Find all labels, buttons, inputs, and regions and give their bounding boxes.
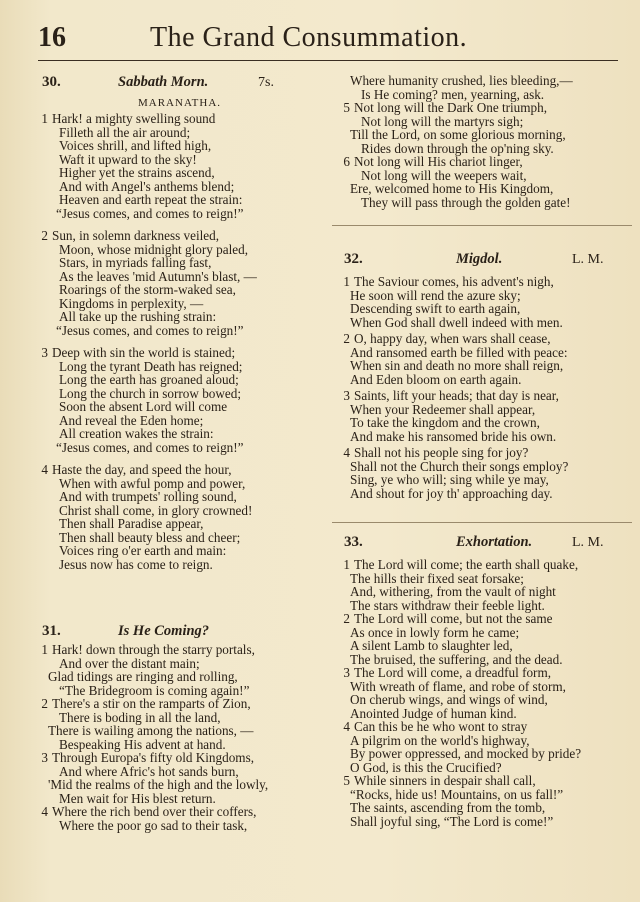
- verse-line: All creation wakes the strain:: [59, 426, 214, 441]
- hymn-32: [332, 251, 632, 500]
- hymn-title: Migdol.: [456, 251, 503, 267]
- verse-number: 1: [41, 642, 48, 657]
- verse-number: 3: [343, 665, 350, 680]
- verse-line: To take the kingdom and the crown,: [350, 415, 540, 430]
- hymn-number: 33.: [344, 534, 363, 550]
- running-title: The Grand Consummation.: [150, 22, 468, 53]
- verse-line: Descending swift to earth again,: [350, 301, 521, 316]
- verse-line: Where the rich bend over their coffers,: [52, 804, 257, 819]
- verse-line: “Rocks, hide us! Mountains, on us fall!”: [350, 786, 564, 802]
- right-column: [332, 70, 632, 828]
- verse-line: Not long will the martyrs sigh;: [361, 113, 524, 129]
- verse-line: When God shall dwell indeed with men.: [350, 314, 563, 330]
- verse-line: There's a stir on the ramparts of Zion,: [52, 696, 251, 711]
- verse-line: O God, is this the Crucified?: [350, 759, 502, 775]
- verse-line: There is wailing among the nations, —: [48, 723, 254, 738]
- verse-line: On cherub wings, and wings of wind,: [350, 692, 548, 707]
- verse-line: Roarings of the storm-waked sea,: [59, 282, 236, 297]
- left-column: [30, 70, 330, 832]
- verse: [332, 666, 632, 720]
- hymn-30: [30, 74, 330, 571]
- verse-line: And shout for joy th' approaching day.: [350, 485, 553, 501]
- verse-line: The saints, ascending from the tomb,: [350, 800, 546, 815]
- verse-number: 2: [343, 611, 350, 626]
- verse-line: “Jesus comes, and comes to reign!”: [56, 322, 244, 338]
- verse-line: A silent Lamb to slaughter led,: [350, 638, 513, 653]
- verse-number: 2: [41, 696, 48, 711]
- verse: [30, 463, 330, 571]
- verse-line: Ere, welcomed home to His Kingdom,: [350, 181, 554, 196]
- verse-line: Bespeaking His advent at hand.: [59, 736, 226, 752]
- verse-line: He soon will rend the azure sky;: [350, 287, 521, 303]
- hymn-33: [332, 534, 632, 828]
- verse-line: Shall joyful sing, “The Lord is come!”: [350, 813, 554, 829]
- hymn-31-continued: [332, 74, 632, 209]
- verse-number: 3: [343, 388, 350, 403]
- verse-line: Shall not the Church their songs employ?: [350, 458, 569, 474]
- verse-line: As once in lowly form he came;: [350, 624, 520, 640]
- verse-line: Kingdoms in perplexity, —: [59, 295, 204, 311]
- verse-line: The Saviour comes, his advent's nigh,: [354, 274, 554, 289]
- verse-line: Can this be he who wont to stray: [354, 719, 528, 734]
- verse-line: Waft it upward to the sky!: [59, 151, 197, 167]
- verse-line: Not long will the Dark One triumph,: [354, 100, 548, 115]
- verse-line: Christ shall come, in glory crowned!: [59, 502, 253, 518]
- verse-number: 4: [41, 804, 48, 819]
- hymn-title: Sabbath Morn.: [118, 74, 209, 90]
- verse-line: Where the poor go sad to their task,: [59, 817, 248, 833]
- verse: [30, 805, 330, 832]
- verse-number: 3: [41, 750, 48, 765]
- verse-line: Filleth all the air around;: [59, 124, 191, 140]
- verse-number: 6: [343, 154, 350, 169]
- verse-line: Is He coming? men, yearning, ask.: [361, 86, 545, 102]
- verse-line: Higher yet the strains ascend,: [59, 165, 215, 180]
- verse-line: And with trumpets' rolling sound,: [59, 489, 237, 504]
- verse-line: While sinners in despair shall call,: [354, 773, 536, 788]
- verse-line: Stars, in myriads falling fast,: [59, 255, 212, 270]
- verse-line: Sing, ye who will; sing while ye may,: [350, 472, 549, 487]
- verse-line: A pilgrim on the world's highway,: [350, 732, 530, 748]
- verse-line: The Lord will come; the earth shall quake,: [354, 557, 579, 572]
- verse-line: As the leaves 'mid Autumn's blast, —: [59, 268, 257, 284]
- verse-number: 4: [41, 462, 48, 477]
- verse-line: Soon the absent Lord will come: [59, 399, 228, 414]
- page-header: [38, 22, 628, 56]
- verse-line: They will pass through the golden gate!: [361, 194, 571, 210]
- verse-line: Then shall Paradise appear,: [59, 516, 204, 531]
- verse-line: By power oppressed, and mocked by pride?: [350, 746, 582, 761]
- hymn-heading: [30, 74, 330, 94]
- verse-line: 'Mid the realms of the high and the lowly,: [48, 777, 269, 792]
- verse-line: Voices ring o'er earth and main:: [59, 543, 227, 558]
- verse-line: Haste the day, and speed the hour,: [52, 462, 232, 477]
- verse-line: Rides down through the op'ning sky.: [361, 140, 554, 156]
- verse-number: 1: [343, 557, 350, 572]
- verse-line: Moon, whose midnight glory paled,: [59, 241, 249, 257]
- verse: [332, 720, 632, 774]
- verse-line: When with awful pomp and power,: [59, 475, 246, 491]
- verse: [30, 697, 330, 751]
- verse-line: And reveal the Eden home;: [59, 412, 204, 428]
- verse: [332, 774, 632, 828]
- verse-line: And over the distant main;: [59, 655, 200, 671]
- verse-line: Sun, in solemn darkness veiled,: [52, 228, 220, 243]
- verse-line: Jesus now has come to reign.: [59, 556, 213, 572]
- verse-number: 3: [41, 345, 48, 360]
- verse-line: Where humanity crushed, lies bleeding,—: [350, 73, 573, 88]
- verse-number: 1: [343, 274, 350, 289]
- verse-line: “The Bridegroom is coming again!”: [59, 682, 250, 698]
- verse-line: And, withering, from the vault of night: [350, 584, 556, 599]
- verse-line: Saints, lift your heads; that day is near,: [354, 388, 559, 403]
- verse: [332, 558, 632, 612]
- verse-line: The stars withdraw their feeble light.: [350, 597, 545, 613]
- verse: [332, 612, 632, 666]
- hymn-31: [30, 623, 330, 832]
- verse-line: “Jesus comes, and comes to reign!”: [56, 439, 244, 455]
- hymn-number: 32.: [344, 251, 363, 267]
- verse: [30, 346, 330, 454]
- verse: [332, 389, 632, 443]
- verse-line: And make his ransomed bride his own.: [350, 428, 557, 444]
- verse-number: 5: [343, 100, 350, 115]
- hymn-title: Exhortation.: [456, 534, 533, 550]
- hymn-heading: [332, 534, 632, 554]
- verse-line: There is boding in all the land,: [59, 709, 221, 725]
- verse-line: Men wait for His blest return.: [59, 790, 216, 806]
- verse-line: Deep with sin the world is stained;: [52, 345, 236, 360]
- page-number: 16: [38, 22, 66, 53]
- verse-line: “Jesus comes, and comes to reign!”: [56, 205, 244, 221]
- verse-line: Shall not his people sing for joy?: [354, 445, 529, 460]
- verse-line: And Eden bloom on earth again.: [350, 371, 522, 387]
- verse: [332, 275, 632, 329]
- verse: [332, 74, 632, 101]
- verse-number: 4: [343, 445, 350, 460]
- verse-line: Long the church in sorrow bowed;: [59, 385, 242, 401]
- verse-line: Glad tidings are ringing and rolling,: [48, 669, 238, 684]
- verse-line: The bruised, the suffering, and the dead.: [350, 651, 563, 667]
- verse-number: 1: [41, 111, 48, 126]
- verse-line: Heaven and earth repeat the strain:: [59, 192, 243, 207]
- verse-line: The Lord will come, a dreadful form,: [354, 665, 552, 680]
- verse: [30, 112, 330, 220]
- verse-line: Till the Lord, on some glorious morning,: [350, 127, 566, 142]
- verse-line: And where Afric's hot sands burn,: [59, 763, 239, 779]
- verse-line: And with Angel's anthems blend;: [59, 178, 235, 194]
- hymn-heading: [332, 251, 632, 271]
- verse: [332, 155, 632, 209]
- verse: [332, 332, 632, 386]
- verse-line: All take up the rushing strain:: [59, 309, 217, 324]
- verse-line: Not long will His chariot linger,: [354, 154, 523, 169]
- verse-line: Hark! down through the starry portals,: [52, 642, 255, 657]
- verse-line: Through Europa's fifty old Kingdoms,: [52, 750, 254, 765]
- hymn-divider: [30, 611, 330, 613]
- verse-number: 4: [343, 719, 350, 734]
- verse-line: The hills their fixed seat forsake;: [350, 570, 524, 586]
- verse: [30, 229, 330, 337]
- verse-line: Long the earth has groaned aloud;: [59, 372, 239, 387]
- header-rule: [38, 60, 618, 61]
- hymn-number: 31.: [42, 623, 61, 639]
- verse-line: O, happy day, when wars shall cease,: [354, 331, 551, 346]
- verse-number: 5: [343, 773, 350, 788]
- tune-name: MARANATHA.: [138, 97, 222, 109]
- verse-line: Anointed Judge of human kind.: [350, 705, 517, 721]
- verse: [30, 751, 330, 805]
- verse-line: Then shall beauty bless and cheer;: [59, 529, 241, 545]
- verse-line: Not long will the weepers wait,: [361, 167, 527, 183]
- hymn-meter: L. M.: [572, 535, 604, 550]
- verse-line: Hark! a mighty swelling sound: [52, 111, 216, 126]
- verse: [30, 643, 330, 697]
- verse: [332, 101, 632, 155]
- verse-line: With wreath of flame, and robe of storm,: [350, 678, 566, 694]
- verse-line: And ransomed earth be filled with peace:: [350, 344, 568, 360]
- verse: [332, 446, 632, 500]
- verse-number: 2: [343, 331, 350, 346]
- hymn-divider: [332, 522, 632, 524]
- hymn-number: 30.: [42, 74, 61, 90]
- hymn-title: Is He Coming?: [118, 623, 210, 639]
- verse-line: When sin and death no more shall reign,: [350, 358, 564, 373]
- verse-number: 2: [41, 228, 48, 243]
- hymn-meter: 7s.: [258, 75, 274, 90]
- hymn-meter: L. M.: [572, 252, 604, 267]
- verse-line: The Lord will come, but not the same: [354, 611, 553, 626]
- hymn-divider: [332, 225, 632, 227]
- verse-line: Long the tyrant Death has reigned;: [59, 358, 243, 374]
- hymn-heading: [30, 623, 330, 643]
- verse-line: When your Redeemer shall appear,: [350, 401, 536, 417]
- verse-line: Voices shrill, and lifted high,: [59, 138, 212, 153]
